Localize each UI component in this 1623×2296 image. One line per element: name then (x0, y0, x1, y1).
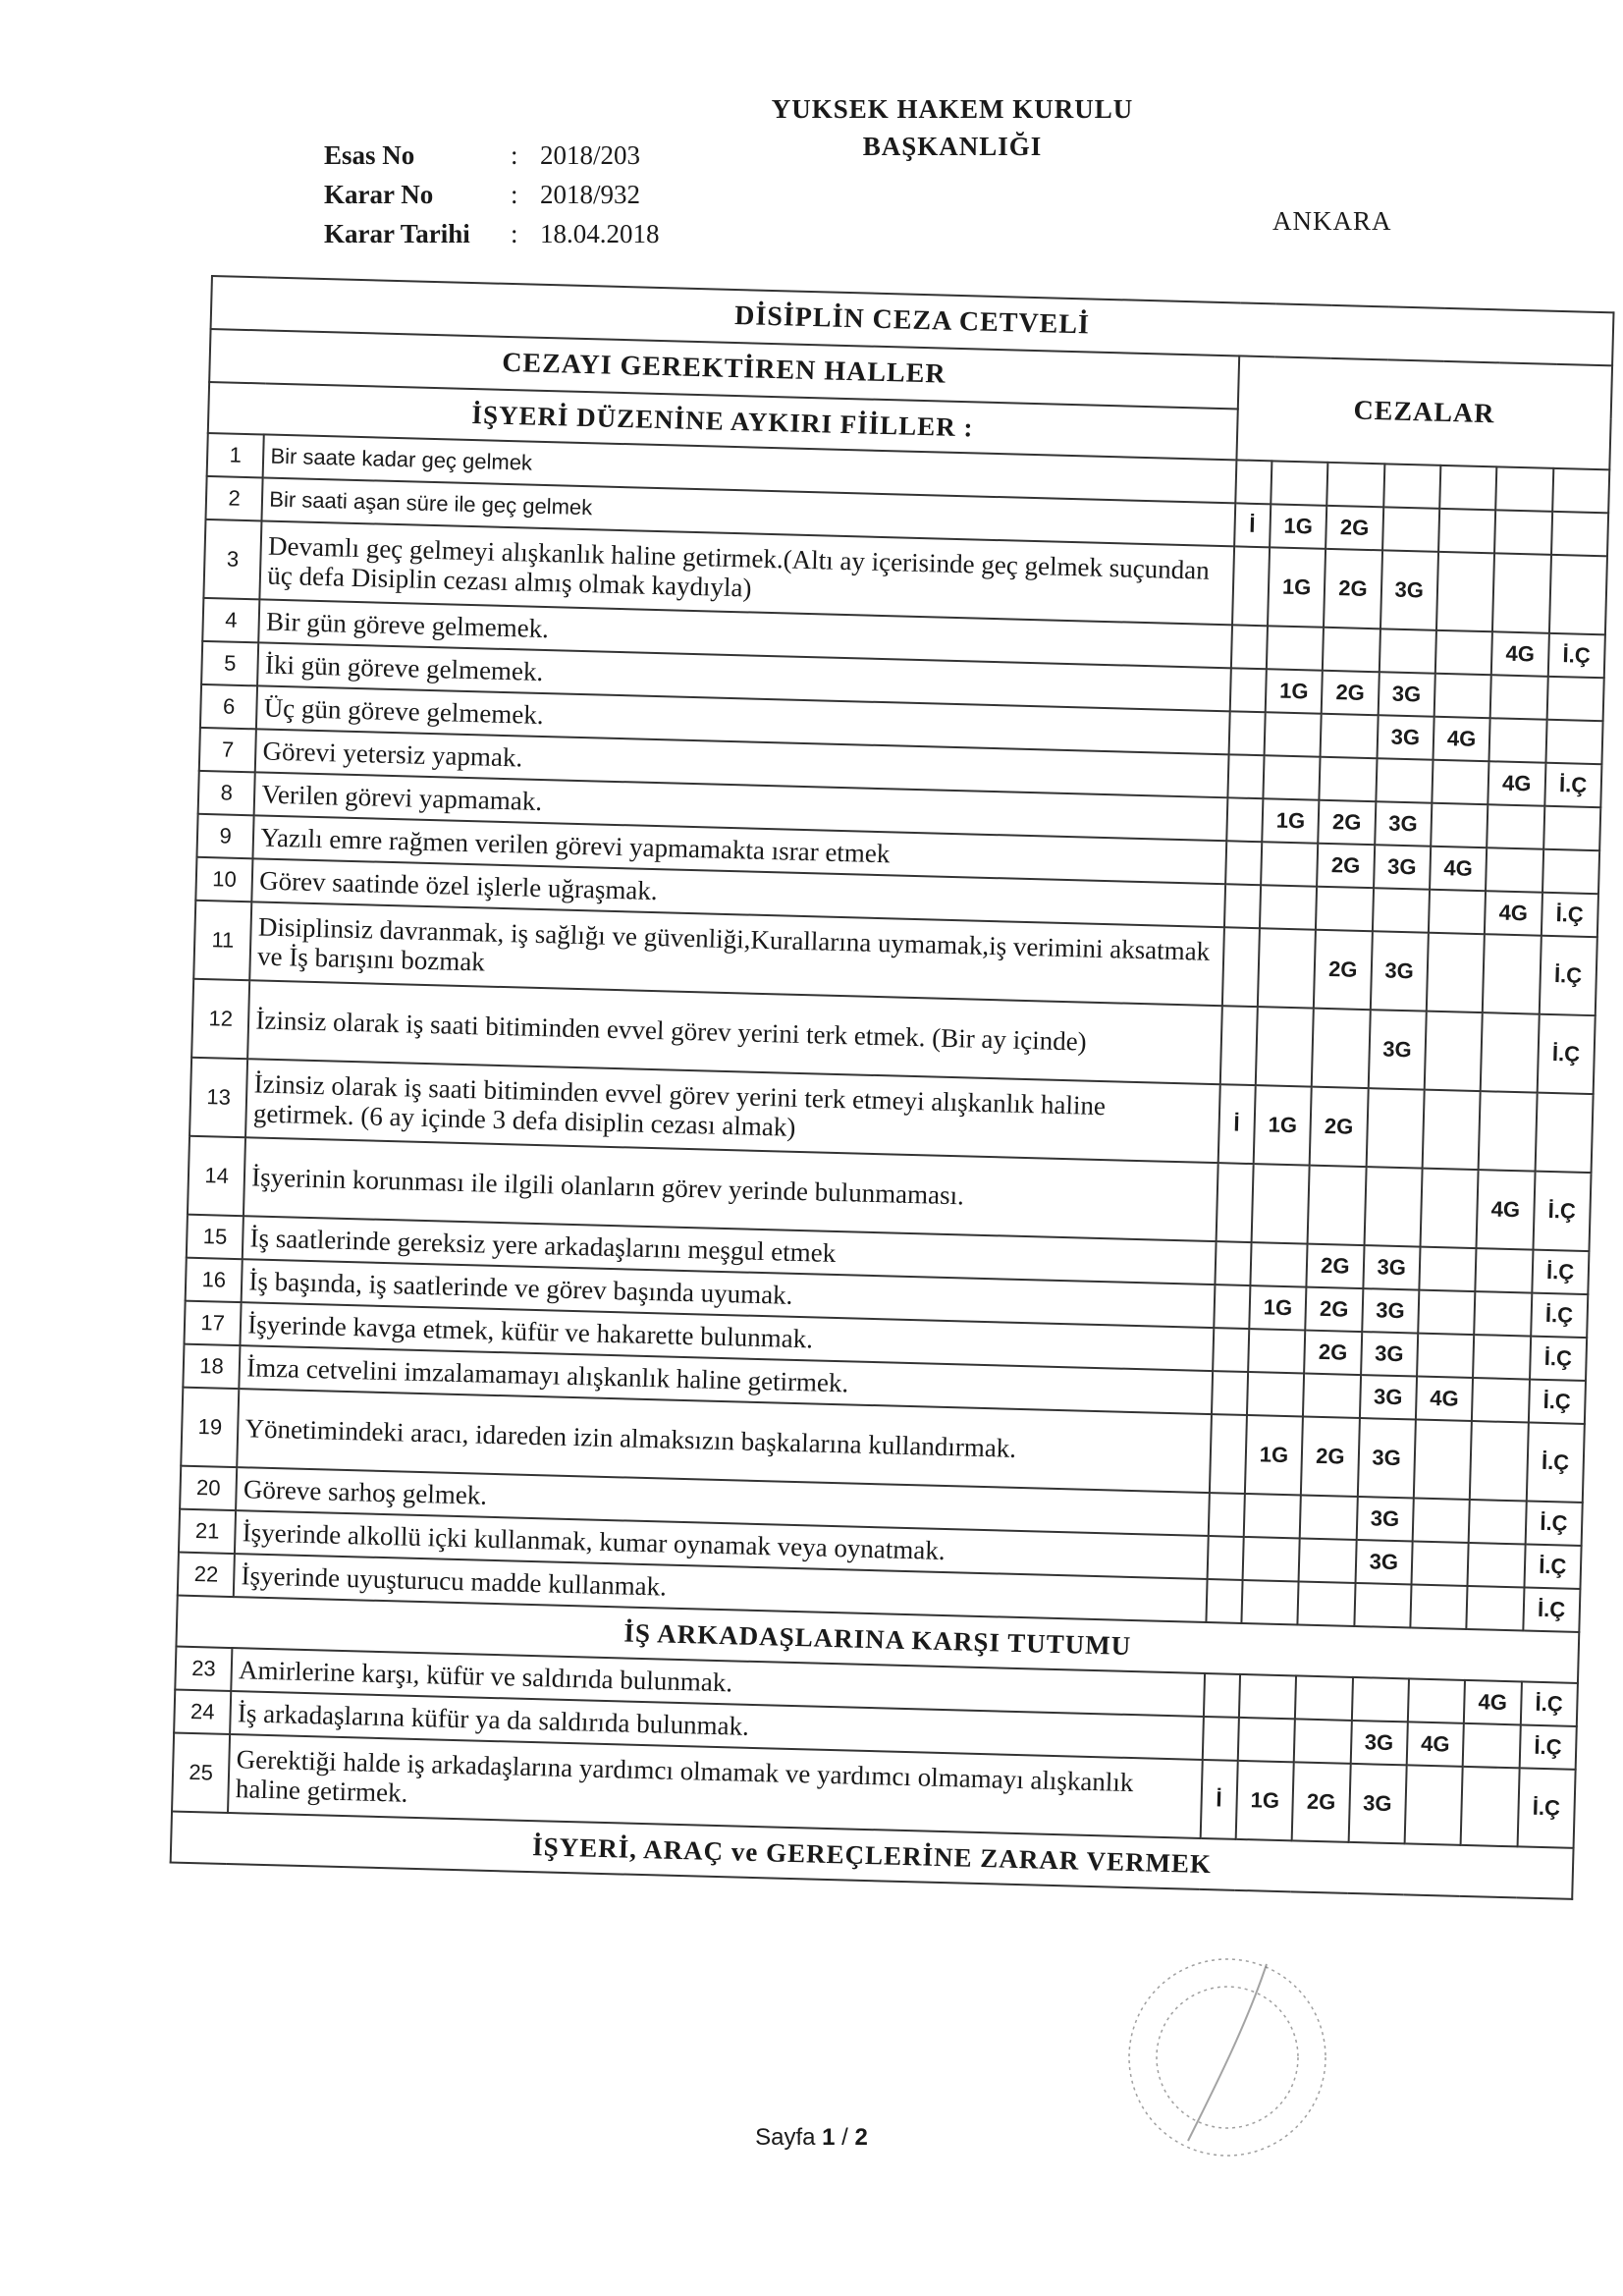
penalty-cell (1546, 677, 1604, 721)
penalty-cell (1241, 1580, 1298, 1624)
penalty-cell: İ.Ç (1530, 1337, 1588, 1381)
penalty-cell (1379, 629, 1435, 673)
penalty-table (170, 275, 1615, 1900)
penalty-cell: 3G (1374, 845, 1431, 889)
penalty-cell: 2G (1301, 1417, 1359, 1497)
penalty-cell (1423, 1090, 1481, 1170)
penalty-cell (1425, 1011, 1483, 1091)
penalty-cell: İ.Ç (1531, 1293, 1589, 1338)
penalty-cell (1320, 757, 1377, 801)
penalty-cell (1382, 507, 1439, 551)
offense-description: Bir gün göreve gelmemek. (259, 599, 1232, 668)
offense-description: Amirlerine karşı, küfür ve saldırıda bulunmak. (232, 1648, 1205, 1717)
penalty-cell: 1G (1245, 1415, 1303, 1495)
offense-description: Yazılı emre rağmen verilen görevi yapmamakta ısrar etmek (253, 815, 1226, 884)
penalty-cell (1548, 555, 1607, 634)
penalty-cell (1202, 1717, 1239, 1761)
penalty-cell: 3G (1362, 1288, 1419, 1333)
penalty-cell (1494, 510, 1551, 554)
penalty-cell (1265, 712, 1322, 756)
penalty-cell (1408, 1678, 1465, 1722)
penalty-cell (1427, 933, 1485, 1012)
row-number: 15 (187, 1215, 243, 1259)
penalty-cell: 4G (1477, 1170, 1535, 1249)
penalty-cell (1468, 1543, 1525, 1587)
row-number: 22 (178, 1553, 235, 1597)
offense-description: Bir saate kadar geç gelmek (263, 434, 1236, 503)
offense-description: İşyerinin korunması ile ilgili olanların görev yerinde bulunmaması. (243, 1137, 1217, 1241)
penalty-cell: İ.Ç (1517, 1768, 1576, 1847)
offense-description: İzinsiz olarak iş saati bitiminden evvel görev yerini terk etmek. (Bir ay içinde) (247, 980, 1221, 1084)
offense-description: Devamlı geç gelmeyi alışkanlık haline getirmek.(Altı ay içerisinde geç gelmek suçundan üç defa Disiplin cezası almış olmak kaydıyla) (260, 520, 1234, 625)
penalty-cell (1410, 1584, 1467, 1628)
penalty-cell (1429, 890, 1486, 934)
penalty-cell: İ (1200, 1760, 1238, 1839)
penalty-cell: İ.Ç (1544, 763, 1602, 807)
penalty-cell: 4G (1416, 1377, 1473, 1421)
penalty-cell (1472, 1378, 1529, 1422)
penalty-cell (1438, 509, 1495, 553)
penalty-cell (1351, 1677, 1408, 1722)
penalty-cell (1225, 841, 1263, 885)
city-label: ANKARA (1272, 206, 1392, 236)
meta-colon: : (511, 219, 518, 248)
penalty-cell (1214, 1285, 1251, 1329)
offense-description: İmza cetvelini imzalamamayı alışkanlık haline getirmek. (240, 1345, 1213, 1414)
penalty-cell (1206, 1579, 1243, 1623)
penalty-cell (1411, 1541, 1468, 1585)
penalty-cell (1213, 1328, 1250, 1372)
penalty-cell (1323, 628, 1380, 672)
meta-value: 2018/932 (540, 180, 641, 209)
table-subtitle: CEZAYI GEREKTİREN HALLER (209, 329, 1239, 409)
row-number: 2 (205, 476, 262, 520)
penalty-cell (1483, 934, 1541, 1013)
meta-row-esas (324, 136, 697, 175)
meta-row-tarih (324, 214, 697, 253)
penalty-cell (1230, 625, 1268, 669)
penalty-cell (1207, 1536, 1244, 1580)
penalty-cell (1354, 1583, 1411, 1627)
row-number: 20 (180, 1466, 237, 1510)
penalty-cell: 4G (1430, 847, 1487, 891)
row-number: 12 (191, 979, 249, 1059)
meta-colon: : (511, 180, 518, 209)
row-number: 1 (207, 433, 264, 477)
penalty-cell (1250, 1242, 1307, 1286)
penalty-cell (1244, 1494, 1301, 1538)
penalty-cell (1414, 1420, 1472, 1500)
penalty-cell (1227, 754, 1265, 798)
penalty-cell (1247, 1372, 1304, 1416)
penalty-cell (1535, 1093, 1594, 1173)
page-prefix: Sayfa (755, 2124, 823, 2151)
section-title: İŞ ARKADAŞLARINA KARŞI TUTUMU (176, 1596, 1579, 1683)
row-number: 21 (179, 1509, 236, 1554)
row-number: 4 (202, 598, 259, 642)
penalty-cell (1316, 887, 1373, 931)
penalty-cell (1431, 803, 1488, 847)
penalty-cell: İ.Ç (1537, 1014, 1596, 1094)
penalty-cell: İ (1234, 503, 1271, 547)
row-number: 25 (172, 1733, 230, 1813)
penalty-cell (1258, 928, 1316, 1008)
authority-line-2: BAŞKANLIĞI (862, 132, 1043, 161)
page-total: 2 (854, 2124, 868, 2151)
penalty-cell: İ.Ç (1525, 1501, 1583, 1545)
row-number: 6 (200, 684, 257, 729)
penalty-cell (1376, 758, 1433, 802)
penalty-cell: İ.Ç (1539, 936, 1597, 1015)
penalty-cell: İ.Ç (1524, 1544, 1582, 1588)
meta-label: Esas No (324, 140, 415, 170)
penalty-cell (1492, 553, 1550, 632)
penalty-cell: 3G (1377, 715, 1434, 759)
penalty-cell: İ.Ç (1519, 1724, 1577, 1769)
penalty-cell (1252, 1164, 1310, 1243)
penalty-cell: İ.Ç (1533, 1172, 1592, 1251)
penalty-cell (1473, 1335, 1530, 1379)
penalty-cell (1260, 885, 1317, 929)
penalty-cell (1219, 1006, 1258, 1085)
row-number: 17 (184, 1301, 241, 1345)
penalty-cell (1413, 1498, 1470, 1542)
penalty-cell (1469, 1500, 1526, 1544)
penalty-cell (1551, 512, 1609, 556)
penalty-cell: 1G (1270, 504, 1326, 548)
meta-value: 18.04.2018 (540, 219, 660, 248)
penalty-cell: 4G (1407, 1722, 1464, 1766)
penalty-cell (1312, 1009, 1370, 1088)
row-number: 9 (196, 814, 253, 858)
offense-description: İş arkadaşlarına küfür ya da saldırıda bulunmak. (230, 1691, 1203, 1760)
penalty-cell (1434, 674, 1491, 718)
penalty-cell (1211, 1371, 1248, 1415)
offense-description: Bir saati aşan süre ile geç gelmek (262, 477, 1235, 546)
penalty-cell: 3G (1357, 1418, 1415, 1498)
penalty-cell: 3G (1355, 1540, 1412, 1584)
offense-description: İşyerinde uyuşturucu madde kullanmak. (234, 1554, 1207, 1622)
penalty-table-body (171, 276, 1614, 1899)
penalty-cell: 3G (1378, 672, 1434, 716)
offense-description: Yönetimindeki aracı, idareden izin almaksızın başkalarına kullandırmak. (238, 1389, 1212, 1493)
penalty-cell (1271, 461, 1327, 505)
penalty-cell (1294, 1719, 1351, 1763)
penalty-cell (1298, 1581, 1355, 1625)
page-separator: / (835, 2124, 855, 2151)
penalty-cell (1552, 468, 1610, 513)
offense-description: Görev saatinde özel işlerle uğraşmak. (252, 858, 1225, 927)
penalty-cell (1405, 1765, 1463, 1844)
penalty-cell (1238, 1718, 1295, 1762)
penalty-cell (1203, 1673, 1240, 1718)
section-title: İŞYERİ DÜZENİNE AYKIRI FİİLLER : (208, 382, 1238, 460)
penalty-cell: 1G (1266, 669, 1323, 713)
penalty-cell: 1G (1249, 1285, 1306, 1330)
row-number: 14 (188, 1136, 245, 1216)
penalties-header: CEZALAR (1236, 355, 1612, 469)
penalty-cell (1366, 1088, 1424, 1168)
offense-description: İş başında, iş saatlerinde ve görev başında uyumak. (242, 1259, 1215, 1328)
offense-description: İş saatlerinde gereksiz yere arkadaşlarını meşgul etmek (243, 1216, 1216, 1285)
penalty-cell (1476, 1248, 1533, 1292)
penalty-cell: İ.Ç (1520, 1681, 1578, 1725)
meta-colon: : (511, 140, 518, 170)
penalty-cell (1364, 1167, 1422, 1246)
row-number: 3 (203, 519, 261, 599)
penalty-cell (1418, 1290, 1475, 1335)
penalty-cell: 1G (1254, 1085, 1312, 1165)
penalty-cell (1216, 1163, 1254, 1242)
row-number: 18 (183, 1344, 240, 1389)
penalty-cell (1467, 1586, 1524, 1630)
row-number: 7 (199, 728, 256, 772)
penalty-cell (1243, 1537, 1300, 1581)
penalty-cell (1495, 466, 1552, 511)
penalty-cell: 4G (1491, 631, 1548, 676)
case-metadata (324, 136, 697, 253)
penalty-cell: 2G (1292, 1762, 1350, 1841)
penalty-cell: 4G (1464, 1680, 1521, 1724)
page-current: 1 (822, 2124, 836, 2151)
penalty-cell (1261, 842, 1318, 886)
penalty-cell (1439, 465, 1496, 510)
penalty-cell: 4G (1485, 891, 1542, 935)
penalty-cell: 1G (1262, 798, 1319, 843)
penalty-cell (1208, 1493, 1245, 1537)
penalty-cell (1420, 1169, 1478, 1248)
penalty-cell: 1G (1236, 1761, 1294, 1840)
penalty-cell: 3G (1350, 1721, 1407, 1765)
penalty-cell (1226, 797, 1264, 842)
penalty-cell (1432, 760, 1488, 804)
penalty-cell (1490, 675, 1547, 719)
penalty-cell (1545, 720, 1603, 764)
penalty-cell (1221, 927, 1260, 1007)
penalty-cell: 2G (1307, 1244, 1364, 1288)
penalty-table-sheet (165, 275, 1614, 2059)
penalty-cell: 2G (1306, 1287, 1363, 1332)
row-number: 11 (193, 901, 251, 980)
penalty-cell (1486, 847, 1542, 892)
penalty-cell (1308, 1166, 1366, 1245)
row-number: 16 (186, 1258, 243, 1302)
section-title: İŞYERİ, ARAÇ ve GEREÇLERİNE ZARAR VERMEK (171, 1811, 1574, 1898)
offense-description: İzinsiz olarak iş saati bitiminden evvel görev yerini terk etmeyi alışkanlık haline getirmek. (6 ay içinde 3 defa disiplin cezası almak) (245, 1059, 1219, 1163)
penalty-cell: 4G (1488, 761, 1545, 805)
penalty-cell: İ.Ç (1528, 1380, 1586, 1424)
penalty-cell (1489, 718, 1546, 762)
penalty-cell (1474, 1291, 1531, 1336)
penalty-cell: 2G (1322, 671, 1379, 715)
penalty-cell (1419, 1247, 1476, 1291)
penalty-cell: İ.Ç (1541, 893, 1598, 937)
authority-line-1: YUKSEK HAKEM KURULU (771, 94, 1134, 124)
offense-description: İşyerinde alkollü içki kullanmak, kumar oynamak veya oynatmak. (235, 1510, 1208, 1579)
penalty-cell: 3G (1360, 1375, 1417, 1419)
row-number: 10 (195, 857, 252, 902)
penalty-cell: İ.Ç (1532, 1250, 1590, 1294)
penalty-cell (1223, 884, 1261, 928)
table-title: DİSİPLİN CEZA CETVELİ (211, 276, 1614, 365)
penalty-cell (1436, 552, 1494, 631)
penalty-cell (1542, 849, 1600, 894)
penalty-cell: 2G (1317, 844, 1374, 888)
penalty-cell: 3G (1363, 1245, 1420, 1289)
row-number: 24 (174, 1690, 231, 1734)
penalty-cell (1461, 1767, 1519, 1846)
penalty-cell: 3G (1361, 1332, 1418, 1376)
offense-description: Disiplinsiz davranmak, iş sağlığı ve güvenliği,Kurallarına uymamak,iş verimini aksatmak ve İş barışını bozmak (250, 902, 1224, 1006)
penalty-cell (1417, 1334, 1474, 1378)
penalty-cell (1215, 1241, 1252, 1285)
penalty-cell (1235, 460, 1272, 504)
penalty-cell (1209, 1414, 1247, 1494)
penalty-cell: 3G (1368, 1010, 1426, 1089)
penalty-cell (1303, 1374, 1360, 1418)
penalty-cell: 3G (1370, 931, 1428, 1011)
penalty-cell: 3G (1356, 1497, 1413, 1541)
row-number: 8 (198, 771, 255, 815)
penalty-cell (1300, 1495, 1357, 1539)
offense-description: Üç gün göreve gelmemek. (256, 685, 1229, 754)
offense-description: Görevi yetersiz yapmak. (255, 729, 1228, 797)
offense-description: Gerektiği halde iş arkadaşlarına yardımcı olmamak ve yardımcı olmamayı alışkanlık haline getirmek. (228, 1734, 1202, 1838)
penalty-cell (1481, 1012, 1539, 1092)
penalty-cell (1435, 630, 1492, 675)
penalty-cell (1248, 1329, 1305, 1373)
penalty-cell (1295, 1675, 1352, 1720)
penalty-cell: 1G (1268, 547, 1325, 627)
penalty-cell (1267, 626, 1324, 670)
penalty-cell (1263, 755, 1320, 799)
penalty-cell (1228, 711, 1266, 755)
meta-label: Karar No (324, 180, 434, 209)
penalty-cell: 2G (1319, 800, 1376, 845)
offense-description: Göreve sarhoş gelmek. (236, 1467, 1209, 1536)
penalty-cell (1479, 1091, 1537, 1171)
penalty-cell: 3G (1375, 801, 1432, 846)
page-footer (0, 2124, 1623, 2152)
penalty-cell (1327, 463, 1384, 507)
row-number: 19 (181, 1388, 239, 1467)
offense-description: İki gün göreve gelmemek. (257, 642, 1230, 711)
penalty-cell: 2G (1325, 506, 1382, 550)
penalty-cell (1256, 1007, 1314, 1086)
penalty-cell (1229, 668, 1267, 712)
penalty-cell: 3G (1348, 1764, 1406, 1843)
penalty-cell (1373, 888, 1430, 932)
penalty-cell (1232, 546, 1271, 626)
penalty-cell: 2G (1324, 549, 1381, 629)
meta-value: 2018/203 (540, 140, 641, 170)
penalty-cell: 4G (1433, 717, 1489, 761)
penalty-cell: İ.Ç (1547, 633, 1605, 678)
penalty-cell (1299, 1538, 1356, 1582)
penalty-cell: İ.Ç (1526, 1423, 1585, 1503)
penalty-cell (1383, 464, 1440, 508)
penalty-cell (1543, 806, 1601, 850)
meta-row-karar (324, 175, 697, 214)
penalty-cell: İ (1217, 1084, 1256, 1164)
penalty-cell (1321, 714, 1378, 758)
meta-label: Karar Tarihi (324, 219, 470, 248)
row-number: 5 (201, 641, 258, 685)
penalty-cell (1487, 804, 1543, 848)
penalty-cell (1470, 1421, 1528, 1501)
offense-description: İşyerinde kavga etmek, küfür ve hakarette bulunmak. (241, 1302, 1214, 1371)
penalty-cell (1463, 1723, 1520, 1768)
issuing-authority (746, 90, 1159, 165)
row-number: 23 (175, 1647, 232, 1691)
penalty-cell: 2G (1310, 1087, 1368, 1167)
offense-description: Verilen görevi yapmamak. (254, 772, 1227, 841)
penalty-cell: 3G (1380, 550, 1438, 629)
row-number: 13 (189, 1058, 247, 1137)
penalty-cell: 2G (1304, 1331, 1361, 1375)
penalty-cell (1239, 1674, 1296, 1719)
penalty-cell: İ.Ç (1523, 1587, 1581, 1631)
penalty-cell: 2G (1314, 930, 1372, 1010)
